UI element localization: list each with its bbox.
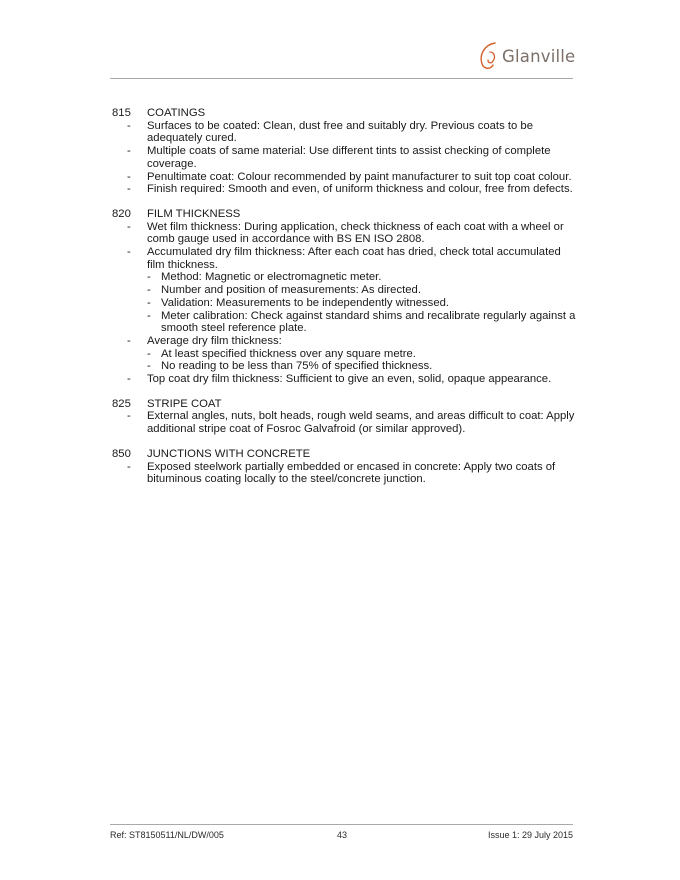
clause-item-text: External angles, nuts, bolt heads, rough weld seams, and areas difficult to coat: Apply additional stripe coat of Fosroc Galvafroid (or similar approved). <box>147 410 575 436</box>
clause-item-text: Average dry film thickness: <box>147 334 282 347</box>
document-body <box>110 107 578 498</box>
clause-subitem-text: Number and position of measurements: As directed. <box>161 284 421 297</box>
list-dash: - <box>127 119 131 132</box>
clause-subitem-text: At least specified thickness over any square metre. <box>161 347 416 360</box>
clause-subitem <box>147 271 578 284</box>
clause-item-text: Exposed steelwork partially embedded or encased in concrete: Apply two coats of bituminous coating locally to the steel/concrete junction. <box>147 460 556 486</box>
header-divider <box>110 78 573 79</box>
clause-item <box>127 334 578 373</box>
document-reference: Ref: ST8150511/NL/DW/005 <box>110 830 224 840</box>
list-dash: - <box>147 271 151 284</box>
clause-number: 825 <box>112 397 131 410</box>
clause-item <box>127 410 578 436</box>
clause-item-text: Wet film thickness: During application, check thickness of each coat with a wheel or comb gauge used in accordance with BS EN ISO 2808. <box>147 220 564 246</box>
list-dash: - <box>127 183 131 196</box>
clause-subitem-text: No reading to be less than 75% of specified thickness. <box>161 360 433 373</box>
clause-subitem-text: Meter calibration: Check against standard shims and recalibrate regularly against a smooth steel reference plate. <box>161 309 576 335</box>
list-dash: - <box>127 145 131 158</box>
list-dash: - <box>127 334 131 347</box>
list-dash: - <box>147 360 151 373</box>
list-dash: - <box>127 246 131 259</box>
clause-number: 820 <box>112 207 131 220</box>
list-dash: - <box>147 284 151 297</box>
clause-item <box>127 170 578 184</box>
clause-number: 815 <box>112 107 131 119</box>
clause-title: JUNCTIONS WITH CONCRETE <box>147 447 311 460</box>
clause-subitem <box>147 296 578 310</box>
list-dash: - <box>127 460 131 473</box>
clause-820 <box>110 208 578 386</box>
clause-title: FILM THICKNESS <box>147 207 241 220</box>
list-dash: - <box>147 309 151 322</box>
clause-item-text: Finish required: Smooth and even, of uniform thickness and colour, free from defects. <box>147 183 573 196</box>
company-logo <box>476 40 576 74</box>
clause-item <box>127 183 578 196</box>
clause-item-text: Surfaces to be coated: Clean, dust free and suitably dry. Previous coats to be adequately cured. <box>147 119 533 145</box>
list-dash: - <box>127 410 131 423</box>
logo-text: Glanville <box>502 47 576 66</box>
clause-subitem <box>147 347 578 361</box>
clause-item <box>127 145 578 170</box>
clause-item <box>127 246 578 335</box>
clause-850 <box>110 448 578 486</box>
list-dash: - <box>147 296 151 309</box>
clause-815 <box>110 107 578 196</box>
clause-subitem-text: Method: Magnetic or electromagnetic meter. <box>161 271 382 284</box>
clause-subitem-text: Validation: Measurements to be independently witnessed. <box>161 296 450 309</box>
list-dash: - <box>127 170 131 183</box>
list-dash: - <box>147 347 151 360</box>
clause-item-text: Penultimate coat: Colour recommended by paint manufacturer to suit top coat colour. <box>147 170 572 183</box>
clause-item-text: Accumulated dry film thickness: After each coat has dried, check total accumulated film thickness. <box>147 246 561 271</box>
clause-title: STRIPE COAT <box>147 397 222 410</box>
page-footer <box>110 830 573 842</box>
issue-date: Issue 1: 29 July 2015 <box>487 830 573 840</box>
clause-subitem <box>147 284 578 297</box>
footer-divider <box>110 824 573 825</box>
clause-item <box>127 119 578 145</box>
clause-title: COATINGS <box>147 107 206 119</box>
logo-mark-icon <box>476 40 502 72</box>
clause-item <box>127 220 578 246</box>
clause-item-text: Multiple coats of same material: Use different tints to assist checking of complete coverage. <box>147 145 551 170</box>
list-dash: - <box>127 373 131 386</box>
clause-subitem <box>147 309 578 335</box>
list-dash: - <box>127 220 131 233</box>
clause-item <box>127 460 578 486</box>
clause-subitem <box>147 360 578 373</box>
clause-number: 850 <box>112 447 131 460</box>
clause-item-text: Top coat dry film thickness: Sufficient to give an even, solid, opaque appearance. <box>147 373 552 386</box>
clause-item <box>127 373 578 386</box>
clause-825 <box>110 398 578 436</box>
page-number: 43 <box>337 830 348 840</box>
